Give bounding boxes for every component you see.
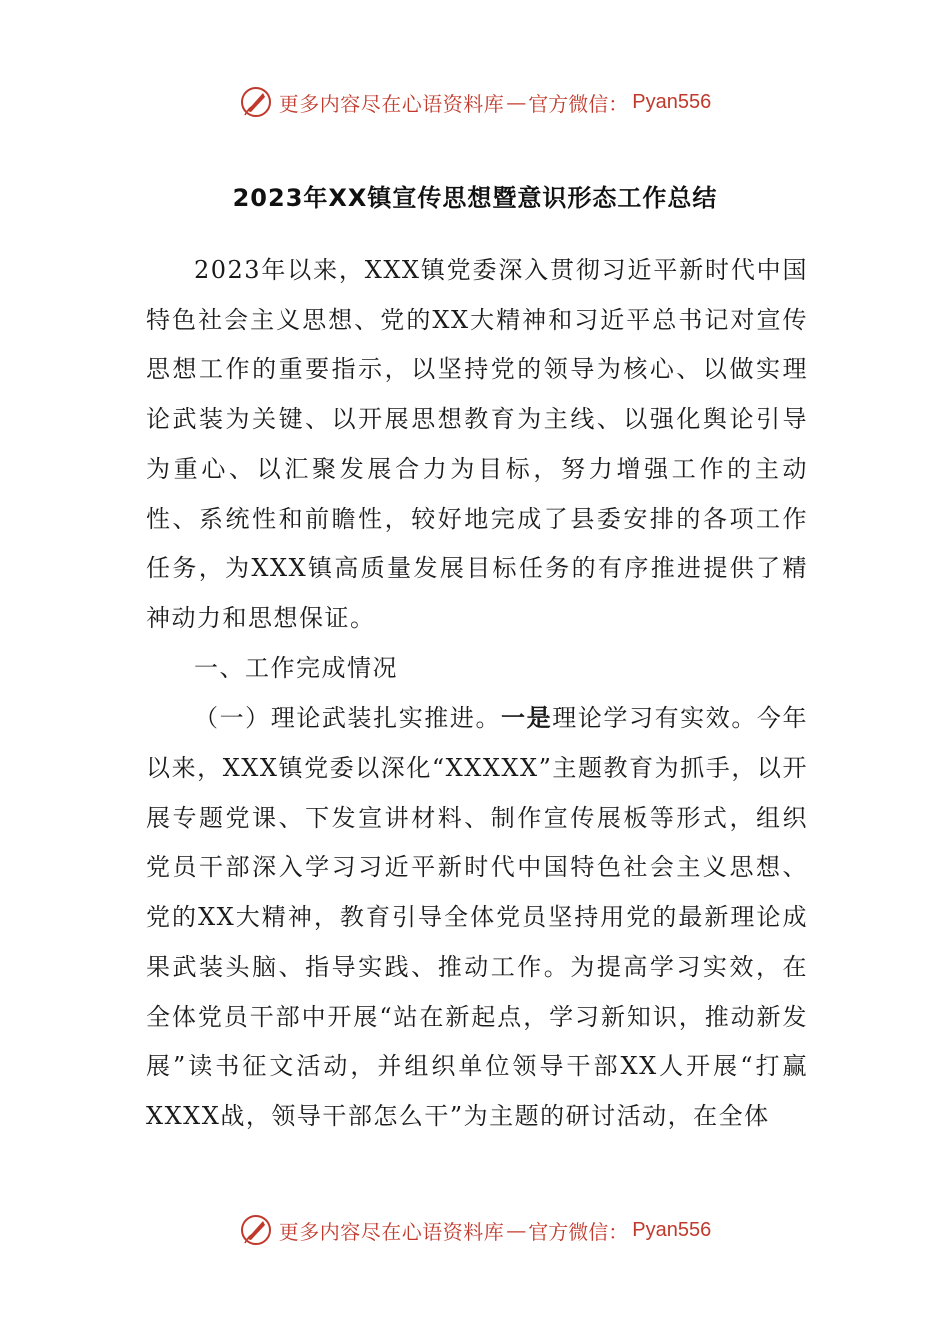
banner-dash: —: [506, 1218, 527, 1242]
document-title: 2023年XX镇宣传思想暨意识形态工作总结: [232, 184, 718, 212]
footer-banner: [0, 1210, 950, 1250]
subsection-paragraph: [146, 693, 808, 1141]
subsection-emphasis: 一是: [501, 703, 553, 733]
banner-dash: —: [506, 90, 527, 114]
header-banner: [0, 82, 950, 122]
section-heading: 一、工作完成情况: [194, 653, 398, 682]
banner-wechat-label: 官方微信：: [528, 91, 629, 116]
quill-logo-icon: [239, 1213, 273, 1247]
banner-wechat-id: Pyan556: [632, 90, 712, 113]
intro-paragraph: 2023年以来，XXX镇党委深入贯彻习近平新时代中国特色社会主义思想、党的XX大精神和习近平总书记对宣传思想工作的重要指示，以坚持党的领导为核心、以做实理论武装为关键、以开展思想教育为主线、以强化舆论引导为重心、以汇聚发展合力为目标，努力增强工作的主动性、系统性和前瞻性，较好地完成了县委安排的各项工作任务，为XXX镇高质量发展目标任务的有序推进提供了精神动力和思想保证。: [146, 256, 808, 632]
document-body: [146, 246, 808, 1142]
banner-wechat-label: 官方微信：: [528, 1219, 629, 1244]
subsection-lead: （一）理论武装扎实推进。: [194, 704, 502, 733]
banner-slogan: 更多内容尽在心语资料库: [278, 91, 505, 116]
banner-slogan: 更多内容尽在心语资料库: [278, 1219, 505, 1244]
quill-logo-icon: [239, 85, 273, 119]
subsection-text: 理论学习有实效。今年以来，XXX镇党委以深化“XXXXX”主题教育为抓手，以开展专题党课、下发宣讲材料、制作宣传展板等形式，组织党员干部深入学习习近平新时代中国特色社会主义思想、党的XX大精神，教育引导全体党员坚持用党的最新理论成果武装头脑、指导实践、推动工作。为提高学习实效，在全体党员干部中开展“站在新起点，学习新知识，推动新发展”读书征文活动，并组织单位领导干部XX人开展“打赢XXXX战，领导干部怎么干”为主题的研讨活动，在全体: [146, 704, 809, 1130]
banner-wechat-id: Pyan556: [632, 1218, 712, 1241]
